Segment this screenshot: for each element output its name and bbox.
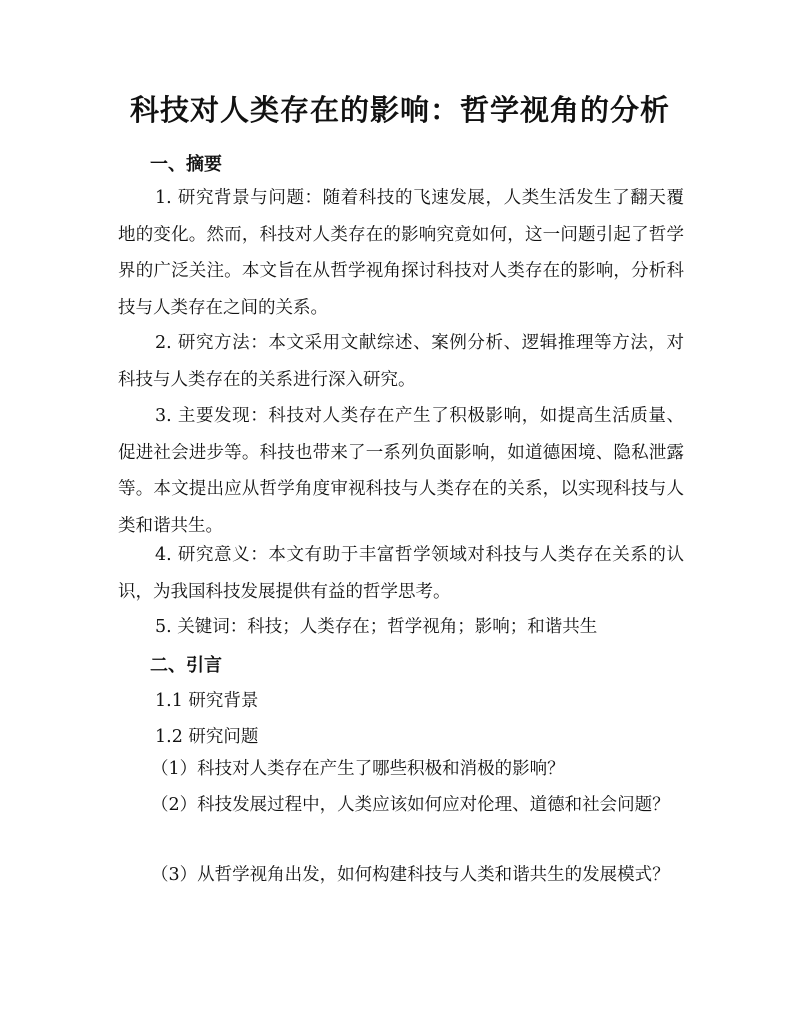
abstract-paragraph-4: 4. 研究意义：本文有助于丰富哲学领域对科技与人类存在关系的认识，为我国科技发展提供有益的哲学思考。 bbox=[118, 545, 684, 602]
section-1-2: 1.2 研究问题 bbox=[155, 727, 259, 747]
research-question-1: （1）科技对人类存在产生了哪些积极和消极的影响？ bbox=[151, 759, 565, 779]
abstract-paragraph-1: 1. 研究背景与问题：随着科技的飞速发展，人类生活发生了翻天覆地的变化。然而，科技对人类存在的影响究竟如何，这一问题引起了哲学界的广泛关注。本文旨在从哲学视角探讨科技对人类存在的影响，分析科技与人类存在之间的关系。 bbox=[118, 188, 684, 318]
keywords-paragraph: 5. 关键词：科技；人类存在；哲学视角；影响；和谐共生 bbox=[155, 617, 598, 637]
intro-heading: 二、引言 bbox=[150, 655, 222, 676]
section-1-1: 1.1 研究背景 bbox=[155, 691, 259, 711]
abstract-paragraph-3: 3. 主要发现：科技对人类存在产生了积极影响，如提高生活质量、促进社会进步等。科技也带来了一系列负面影响，如道德困境、隐私泄露等。本文提出应从哲学角度审视科技与人类存在的关系，以实现科技与人类和谐共生。 bbox=[118, 406, 684, 536]
research-question-2: （2）科技发展过程中，人类应该如何应对伦理、道德和社会问题？ bbox=[151, 795, 670, 815]
document-title: 科技对人类存在的影响：哲学视角的分析 bbox=[129, 93, 670, 127]
abstract-heading: 一、摘要 bbox=[150, 154, 222, 175]
abstract-paragraph-2: 2. 研究方法：本文采用文献综述、案例分析、逻辑推理等方法，对科技与人类存在的关系进行深入研究。 bbox=[118, 333, 684, 390]
research-question-3: （3）从哲学视角出发，如何构建科技与人类和谐共生的发展模式？ bbox=[151, 865, 670, 885]
